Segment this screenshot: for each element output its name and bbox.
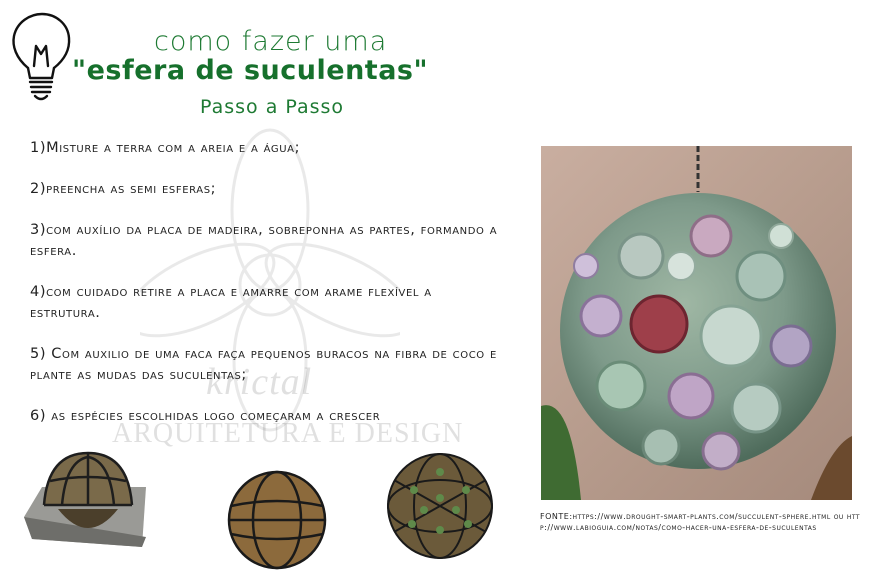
step-4: 4)com cuidado retire a placa e amarre com arame flexível a estrutura.	[30, 284, 432, 321]
steps-list	[30, 138, 500, 447]
page-title-main: "esfera de suculentas"	[72, 55, 429, 86]
page-title-top: como fazer uma	[154, 26, 388, 57]
succulent-sphere-photo	[541, 146, 852, 500]
planted-sphere-image	[384, 450, 496, 562]
step-3: 3)com auxílio da placa de madeira, sobreponha as partes, formando a esfera.	[30, 222, 498, 259]
source-credit: FONTE:https://www.drought-smart-plants.com/succulent-sphere.html ou http://www.labioguia.com/notas/como-hacer-una-esfera-de-suculentas	[540, 512, 861, 532]
step-1: 1)Misture a terra com a areia e a água;	[30, 140, 301, 156]
lightbulb-icon	[8, 10, 74, 106]
step-5: 5) Com auxilio de uma faca faça pequenos buracos na fibra de coco e plante as mudas das suculentas;	[30, 346, 497, 383]
step-6: 6) as espécies escolhidas logo começaram a crescer	[30, 408, 381, 424]
succulent-sphere-illustration	[541, 146, 852, 500]
watermark-name: krictal	[206, 361, 313, 403]
step-2: 2)preencha as semi esferas;	[30, 181, 217, 197]
page-subtitle: Passo a Passo	[200, 96, 345, 118]
sphere-frame-image	[225, 466, 329, 574]
watermark-tagline: ARQUITETURA E DESIGN	[112, 418, 464, 449]
half-sphere-on-board-image	[22, 447, 148, 553]
